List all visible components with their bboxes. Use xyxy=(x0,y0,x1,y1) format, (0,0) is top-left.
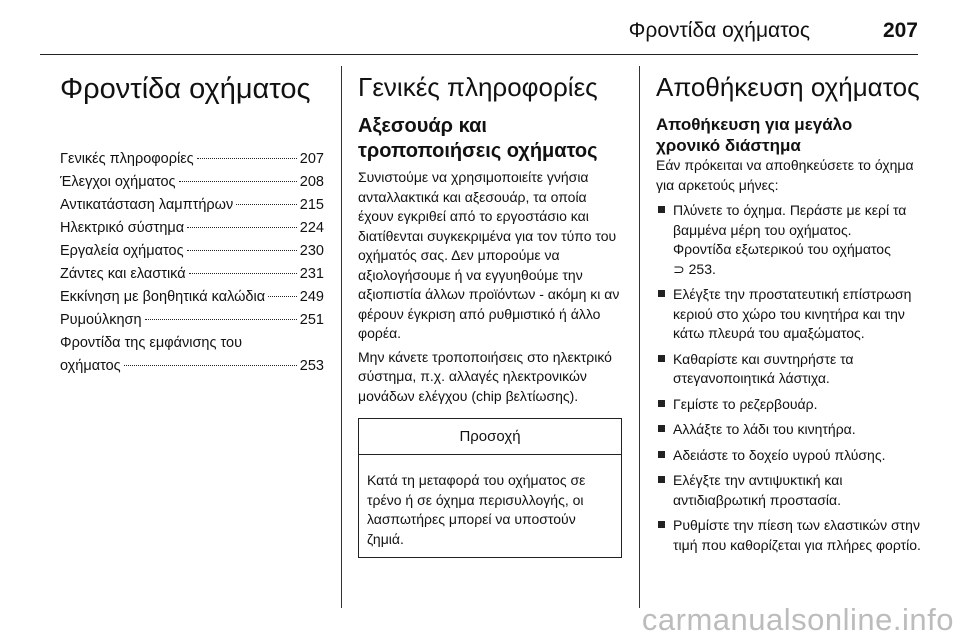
toc-leader xyxy=(197,158,297,159)
subsection-title-line1: Αποθήκευση για μεγάλο xyxy=(656,115,853,134)
toc-column xyxy=(60,70,324,378)
toc-entry-page: 253 xyxy=(299,358,324,374)
list-item xyxy=(656,446,922,466)
column-divider-1 xyxy=(341,66,342,608)
toc-entry-label: Έλεγχοι οχήματος xyxy=(60,174,176,190)
page-number: 207 xyxy=(882,19,918,42)
body-paragraph: Συνιστούμε να χρησιμοποιείτε γνήσια ανταλλακτικά και αξεσουάρ, τα οποία έχουν εγκριθεί από το εργοστάσιο και διατίθενται συγκεκριμένα για τον τύπο του οχήματός σας. Δεν μπορούμε να αξιολογήσουμε ή να εγγυηθούμε την αξιοπιστία άλλων προϊόντων - ακόμη κι αν φέρουν έγκριση από ρυθμιστικό ή άλλο φορέα. xyxy=(358,169,620,341)
cross-reference[interactable]: Φροντίδα εξωτερικού του οχήματος ⊃ 253. xyxy=(673,241,891,277)
reference-arrow-icon: ⊃ xyxy=(673,260,685,277)
list-item-text: Καθαρίστε και συντηρήστε τα στεγανοποιητικά λάστιχα. xyxy=(673,350,854,386)
list-item xyxy=(656,285,922,344)
toc-entry[interactable] xyxy=(60,217,324,240)
intro-paragraph: Εάν πρόκειται να αποθηκεύσετε το όχημα για αρκετούς μήνες: xyxy=(656,157,914,193)
toc-entry-page: 224 xyxy=(299,220,324,236)
subsection-title xyxy=(656,114,922,156)
toc-entry[interactable] xyxy=(60,263,324,286)
list-item-text: Ελέγξτε την αντιψυκτική και αντιδιαβρωτική προστασία. xyxy=(673,472,843,508)
toc-entry[interactable] xyxy=(60,332,324,378)
subsection-title-line1: Αξεσουάρ και xyxy=(358,115,487,137)
list-item-text: Πλύνετε το όχημα. Περάστε με κερί τα βαμμένα μέρη του οχήματος. xyxy=(673,202,907,238)
toc-entry[interactable] xyxy=(60,309,324,332)
toc-entry-label: Ζάντες και ελαστικά xyxy=(60,266,186,282)
toc-leader xyxy=(268,296,297,297)
toc-entry-page: 249 xyxy=(299,289,324,305)
square-bullet-icon xyxy=(658,521,665,528)
section-title: Αποθήκευση οχήματος xyxy=(656,72,920,102)
list-item-text: Ελέγξτε την προστατευτική επίστρωση κεριού στο χώρο του κινητήρα και την κάτω πλευρά του αμαξώματος. xyxy=(673,286,912,341)
square-bullet-icon xyxy=(658,206,665,213)
caution-text: Κατά τη μεταφορά του οχήματος σε τρένο ή σε όχημα περισυλλογής, οι λασπωτήρες μπορεί να υποστούν ζημιά. xyxy=(367,472,586,547)
toc-entry-label: Εργαλεία οχήματος xyxy=(60,243,184,259)
header-title: Φροντίδα οχήματος xyxy=(628,19,810,42)
toc-leader xyxy=(145,319,297,320)
toc-leader xyxy=(236,204,297,205)
body-paragraph: Μην κάνετε τροποποιήσεις στο ηλεκτρικό σύστημα, π.χ. αλλαγές ηλεκτρονικών μονάδων ελέγχου (chip βελτίωσης). xyxy=(358,348,612,404)
toc-leader xyxy=(187,250,297,251)
list-item-text: Γεμίστε το ρεζερβουάρ. xyxy=(673,395,818,412)
subsection-title xyxy=(358,114,622,164)
general-info-column xyxy=(358,70,622,558)
toc-entry[interactable] xyxy=(60,286,324,309)
list-item xyxy=(656,395,922,415)
toc-entry-page: 208 xyxy=(299,174,324,190)
toc-entry-page: 215 xyxy=(299,197,324,213)
toc-entry-page: 230 xyxy=(299,243,324,259)
list-item xyxy=(656,471,922,510)
toc-entry-label-line2: οχήματος xyxy=(60,358,121,374)
chapter-title: Φροντίδα οχήματος xyxy=(60,73,311,105)
square-bullet-icon xyxy=(658,400,665,407)
cross-reference-page: 253 xyxy=(688,260,712,277)
toc-leader xyxy=(187,227,297,228)
square-bullet-icon xyxy=(658,451,665,458)
subsection-title-line2: χρονικό διάστημα xyxy=(656,136,801,155)
storage-column xyxy=(656,70,922,561)
toc-list xyxy=(60,148,324,378)
toc-entry-label: Ηλεκτρικό σύστημα xyxy=(60,220,185,236)
square-bullet-icon xyxy=(658,355,665,362)
storage-checklist xyxy=(656,201,922,555)
toc-entry-page: 251 xyxy=(299,312,324,328)
toc-entry[interactable] xyxy=(60,240,324,263)
toc-entry-label: Αντικατάσταση λαμπτήρων xyxy=(60,197,234,213)
toc-entry-label: Εκκίνηση με βοηθητικά καλώδια xyxy=(60,289,266,305)
toc-entry-label: Ρυμούλκηση xyxy=(60,312,142,328)
list-item-text: Αδειάστε το δοχείο υγρού πλύσης. xyxy=(673,446,886,463)
square-bullet-icon xyxy=(658,425,665,432)
square-bullet-icon xyxy=(658,476,665,483)
list-item-text: Ρυθμίστε την πίεση των ελαστικών στην τιμή που καθορίζεται για πλήρες φορτίο. xyxy=(673,517,921,553)
list-item-text: Αλλάξτε το λάδι του κινητήρα. xyxy=(673,421,856,437)
caution-title: Προσοχή xyxy=(359,419,621,455)
section-title: Γενικές πληροφορίες xyxy=(358,72,598,102)
cross-reference-text: Φροντίδα εξωτερικού του οχήματος xyxy=(673,241,891,257)
toc-entry[interactable] xyxy=(60,194,324,217)
toc-entry-page: 207 xyxy=(299,151,324,167)
list-item xyxy=(656,201,922,279)
list-item xyxy=(656,350,922,389)
subsection-title-line2: τροποποιήσεις οχήματος xyxy=(358,140,598,162)
list-item xyxy=(656,516,922,555)
column-divider-2 xyxy=(639,66,640,608)
toc-leader xyxy=(179,181,297,182)
caution-box xyxy=(358,418,622,558)
toc-entry[interactable] xyxy=(60,148,324,171)
toc-entry[interactable] xyxy=(60,171,324,194)
list-item xyxy=(656,420,922,440)
toc-leader xyxy=(189,273,297,274)
toc-entry-label-line1: Φροντίδα της εμφάνισης του xyxy=(60,335,242,351)
square-bullet-icon xyxy=(658,290,665,297)
page-header xyxy=(40,18,918,55)
watermark: carmanualsonline.info xyxy=(641,602,954,637)
toc-entry-page: 231 xyxy=(299,266,324,282)
toc-leader xyxy=(124,365,297,366)
toc-entry-label: Γενικές πληροφορίες xyxy=(60,151,194,167)
